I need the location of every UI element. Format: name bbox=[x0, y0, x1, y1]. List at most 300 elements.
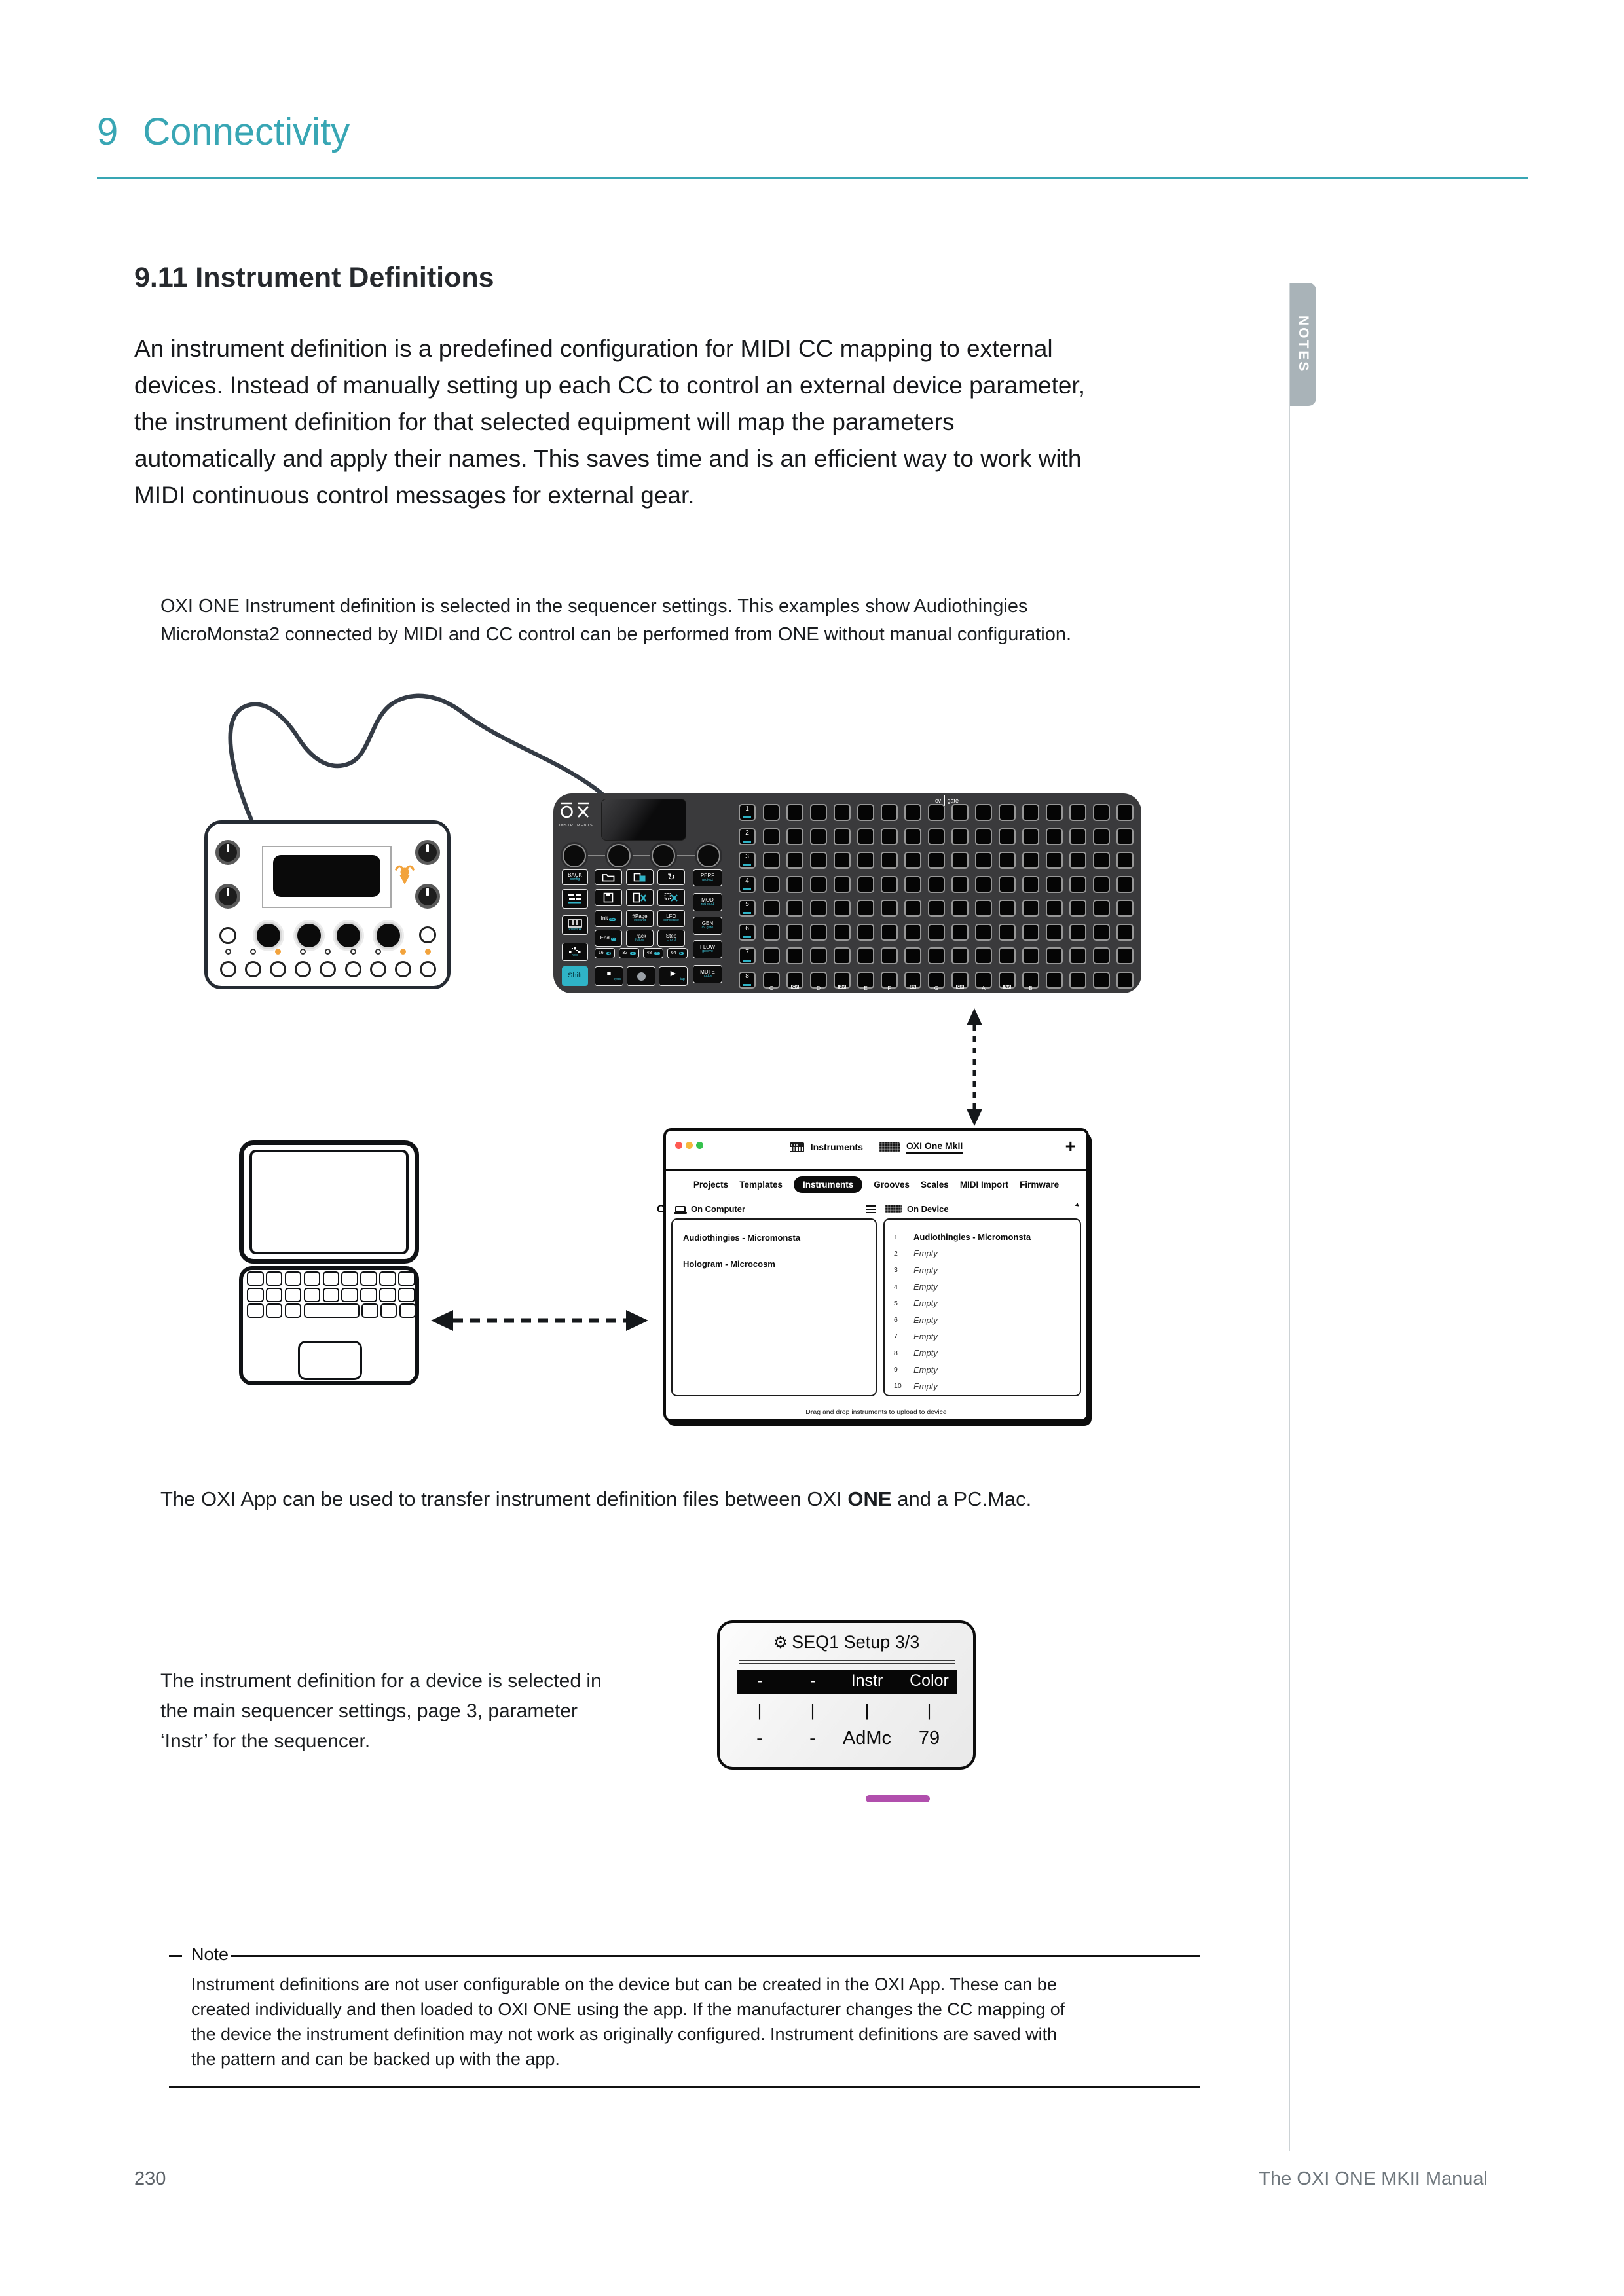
grid-pad[interactable] bbox=[999, 876, 1016, 893]
grid-pad[interactable] bbox=[928, 924, 945, 941]
keyboard-key[interactable] bbox=[380, 1303, 397, 1318]
grid-pad[interactable] bbox=[786, 876, 803, 893]
oxi-encoder[interactable] bbox=[607, 844, 631, 867]
oxi-logo-icon bbox=[560, 801, 593, 821]
slot-name: Empty bbox=[913, 1381, 938, 1391]
record-icon bbox=[637, 972, 646, 981]
chapter-rule bbox=[97, 177, 1528, 179]
grid-pad[interactable] bbox=[763, 804, 780, 821]
keyboard-key[interactable] bbox=[341, 1288, 358, 1302]
refresh-icon[interactable]: C bbox=[657, 1203, 1077, 1216]
keyboard-key[interactable] bbox=[360, 1288, 377, 1302]
lfo-button[interactable]: LFO condense bbox=[657, 910, 685, 927]
keyboard-key[interactable] bbox=[247, 1288, 264, 1302]
grid-pad[interactable] bbox=[857, 876, 874, 893]
grid-pad[interactable] bbox=[857, 804, 874, 821]
note-label: A# bbox=[1004, 985, 1010, 989]
tab-templates[interactable]: Templates bbox=[739, 1180, 783, 1190]
page-button[interactable]: #Page expand bbox=[626, 910, 654, 927]
oxi-app-window bbox=[657, 1128, 1089, 1422]
grid-pad[interactable] bbox=[881, 828, 898, 845]
slot-number: 7 bbox=[894, 1332, 898, 1341]
on-computer-panel bbox=[671, 1218, 877, 1396]
drag-drop-hint: Drag and drop instruments to upload to device bbox=[805, 1408, 947, 1416]
grid-pad[interactable] bbox=[1046, 804, 1063, 821]
body-line: automatically and apply their names. This saves time and is an efficient way to work with bbox=[134, 445, 1082, 472]
grid-pad[interactable] bbox=[881, 947, 898, 964]
mm-button[interactable] bbox=[220, 961, 236, 977]
grid-pad[interactable] bbox=[763, 876, 780, 893]
gear-icon: ⚙ bbox=[773, 1633, 788, 1652]
grid-pad[interactable] bbox=[786, 828, 803, 845]
perf-button[interactable]: PERF project bbox=[693, 869, 722, 886]
micromonsta-device bbox=[204, 820, 451, 989]
mute-button[interactable]: MUTE nudge bbox=[693, 965, 722, 983]
grid-pad[interactable] bbox=[951, 852, 969, 869]
track-button[interactable]: Track follow bbox=[626, 930, 654, 947]
mm-button[interactable] bbox=[395, 961, 411, 977]
keyboard-key[interactable] bbox=[323, 1271, 340, 1286]
grid-pad[interactable] bbox=[1022, 876, 1039, 893]
mm-knob[interactable] bbox=[215, 840, 240, 865]
grid-pad[interactable] bbox=[763, 924, 780, 941]
grid-pad[interactable] bbox=[1046, 924, 1063, 941]
instrument-file-item[interactable]: Hologram - Microcosm bbox=[683, 1259, 775, 1269]
grid-pad[interactable] bbox=[1022, 804, 1039, 821]
grid-pad[interactable] bbox=[1069, 804, 1086, 821]
grid-pad[interactable] bbox=[1069, 947, 1086, 964]
grid-pad[interactable] bbox=[1116, 852, 1134, 869]
grid-pad[interactable] bbox=[975, 828, 992, 845]
seq-value-instr: AdMc bbox=[842, 1728, 892, 1749]
length-16-button[interactable]: 16 ◀ bbox=[595, 948, 615, 958]
oxi-display bbox=[601, 799, 686, 841]
end-chip: /2 bbox=[612, 936, 616, 941]
grid-pad[interactable] bbox=[810, 947, 827, 964]
note-rule-top bbox=[231, 1955, 1200, 1957]
play-button[interactable]: ▶ tap bbox=[659, 966, 688, 986]
mm-knob[interactable] bbox=[415, 884, 440, 909]
end-button[interactable]: End /2 bbox=[595, 930, 622, 947]
cv-label: cv bbox=[935, 797, 941, 804]
grid-pad[interactable] bbox=[1022, 852, 1039, 869]
grid-pad[interactable] bbox=[1116, 924, 1134, 941]
grid-pad[interactable] bbox=[999, 924, 1016, 941]
mm-led bbox=[300, 949, 306, 955]
tab-instruments[interactable]: Instruments bbox=[794, 1176, 862, 1193]
pad-row-number: 6 bbox=[739, 924, 756, 941]
mm-led bbox=[225, 949, 231, 955]
grid-pad[interactable] bbox=[810, 924, 827, 941]
tab-firmware[interactable]: Firmware bbox=[1020, 1180, 1060, 1190]
grid-pad[interactable] bbox=[951, 900, 969, 917]
device-slot-row[interactable] bbox=[885, 1361, 1080, 1377]
mm-encoder[interactable] bbox=[375, 922, 402, 949]
spacebar-key[interactable] bbox=[304, 1303, 360, 1318]
keyboard-key[interactable] bbox=[247, 1303, 264, 1318]
slot-name: Empty bbox=[913, 1298, 938, 1309]
slot-name: Empty bbox=[913, 1364, 938, 1375]
notes-tab-label: NOTES bbox=[1296, 316, 1311, 373]
grid-pad[interactable] bbox=[810, 876, 827, 893]
grid-pad[interactable] bbox=[975, 924, 992, 941]
keyboard-key[interactable] bbox=[379, 1271, 396, 1286]
figure-caption: The OXI App can be used to transfer instrument definition files between OXI ONE and a PC.Mac. bbox=[160, 1487, 1032, 1510]
length-64-button[interactable]: 64 ▶ bbox=[667, 948, 688, 958]
mm-side-button[interactable] bbox=[419, 926, 436, 943]
grid-pad[interactable] bbox=[975, 947, 992, 964]
mm-button[interactable] bbox=[295, 961, 311, 977]
grid-pad[interactable] bbox=[834, 876, 851, 893]
pad-row-number: 1 bbox=[739, 804, 756, 821]
slot-number: 8 bbox=[894, 1349, 898, 1357]
oxi-note-labels bbox=[763, 985, 1134, 991]
device-slot-list bbox=[885, 1229, 1080, 1394]
mm-button[interactable] bbox=[370, 961, 386, 977]
seq-cell-color: Color bbox=[910, 1671, 949, 1690]
device-slot-row[interactable] bbox=[885, 1311, 1080, 1328]
up-arrow-icon: ▲ bbox=[631, 951, 635, 955]
grid-pad[interactable] bbox=[1069, 828, 1086, 845]
mm-encoder[interactable] bbox=[335, 922, 362, 949]
piano-icon bbox=[568, 919, 582, 928]
grid-pad[interactable] bbox=[1046, 876, 1063, 893]
right-arrow-icon: ▶ bbox=[680, 951, 683, 955]
keyboard-key[interactable] bbox=[399, 1303, 416, 1318]
grid-pad[interactable] bbox=[786, 852, 803, 869]
grid-pad[interactable] bbox=[1116, 947, 1134, 964]
seq-cursor: | bbox=[864, 1700, 870, 1720]
grid-pad[interactable] bbox=[763, 947, 780, 964]
device-slot-row[interactable] bbox=[885, 1262, 1080, 1279]
seq-rule bbox=[739, 1660, 955, 1661]
grid-pad[interactable] bbox=[786, 804, 803, 821]
grid-pad[interactable] bbox=[834, 804, 851, 821]
chapter-title: Connectivity bbox=[143, 111, 350, 153]
ant-logo-icon bbox=[392, 863, 417, 886]
tab-projects[interactable]: Projects bbox=[693, 1180, 729, 1190]
grid-pad[interactable] bbox=[1022, 828, 1039, 845]
grid-pad[interactable] bbox=[1116, 828, 1134, 845]
undo-button[interactable] bbox=[657, 869, 685, 885]
mod-button[interactable]: MOD ext mod bbox=[693, 893, 722, 911]
mm-encoder[interactable] bbox=[295, 922, 323, 949]
save-button[interactable] bbox=[595, 889, 622, 906]
grid-pad[interactable] bbox=[1069, 876, 1086, 893]
mm-button[interactable] bbox=[270, 961, 286, 977]
length-32-button[interactable]: 32 ▲ bbox=[619, 948, 639, 958]
grid-pad[interactable] bbox=[928, 900, 945, 917]
init-button[interactable]: Init x2 bbox=[595, 910, 622, 927]
device-slot-row[interactable] bbox=[885, 1245, 1080, 1262]
laptop-trackpad[interactable] bbox=[298, 1341, 362, 1380]
oxi-encoder[interactable] bbox=[563, 844, 586, 867]
grid-pad[interactable] bbox=[834, 852, 851, 869]
grid-pad[interactable] bbox=[857, 900, 874, 917]
device-tab-instruments[interactable]: Instruments bbox=[810, 1142, 863, 1152]
slot-number: 5 bbox=[894, 1299, 898, 1307]
tab-scales[interactable]: Scales bbox=[921, 1180, 949, 1190]
grid-pad[interactable] bbox=[999, 900, 1016, 917]
note-label: B bbox=[1029, 985, 1033, 991]
seq-cell-instr: Instr bbox=[851, 1671, 883, 1690]
grid-pad[interactable] bbox=[881, 924, 898, 941]
preview-button[interactable]: preview bbox=[562, 915, 588, 935]
grid-pad[interactable] bbox=[904, 804, 921, 821]
keyboard-key[interactable] bbox=[379, 1288, 396, 1302]
grid-pad[interactable] bbox=[1093, 828, 1110, 845]
slot-name: Audiothingies - Micromonsta bbox=[913, 1232, 1031, 1243]
grid-pad[interactable] bbox=[810, 852, 827, 869]
instrument-file-item[interactable]: Audiothingies - Micromonsta bbox=[683, 1233, 801, 1243]
back-button[interactable]: BACK config bbox=[562, 869, 588, 885]
grid-pad[interactable] bbox=[881, 852, 898, 869]
mm-button[interactable] bbox=[420, 961, 436, 977]
on-computer-header: On Computer bbox=[691, 1204, 746, 1214]
device-tab-oxi-one-mkii[interactable]: OXI One MkII bbox=[906, 1140, 963, 1154]
seq-cell: - bbox=[756, 1671, 763, 1690]
keyboard-key[interactable] bbox=[360, 1271, 377, 1286]
seq-value-color: 79 bbox=[918, 1728, 940, 1749]
keyboard-key[interactable] bbox=[266, 1288, 283, 1302]
app-titlebar bbox=[666, 1131, 1086, 1171]
grid-pad[interactable] bbox=[1093, 852, 1110, 869]
mm-button[interactable] bbox=[345, 961, 361, 977]
slot-number: 1 bbox=[894, 1233, 898, 1241]
seq-cursor: | bbox=[810, 1700, 815, 1720]
arranger-button[interactable] bbox=[562, 889, 588, 909]
flow-button[interactable]: FLOW groove bbox=[693, 940, 722, 958]
oxi-encoder[interactable] bbox=[697, 844, 720, 867]
grid-pad[interactable] bbox=[786, 900, 803, 917]
grid-pad[interactable] bbox=[904, 876, 921, 893]
step-button[interactable]: Step chord bbox=[657, 930, 685, 947]
body-paragraph bbox=[134, 331, 1085, 514]
seq-selected-row bbox=[737, 1670, 957, 1694]
grid-pad[interactable] bbox=[1093, 924, 1110, 941]
grid-pad[interactable] bbox=[857, 924, 874, 941]
mm-encoder[interactable] bbox=[255, 922, 282, 949]
hold-button[interactable]: hold bbox=[562, 943, 588, 961]
grid-pad[interactable] bbox=[999, 804, 1016, 821]
note-body: Instrument definitions are not user configurable on the device but can be created in the OXI App. These can be created individually and then loaded to OXI ONE using the app. If the manufacturer changes the CC mapping of the device the instrument definition may not work as originally configured. Instrument definitions are saved with the pattern and can be backed up with the app. bbox=[191, 1975, 1065, 2069]
grid-pad[interactable] bbox=[904, 924, 921, 941]
grid-pad[interactable] bbox=[1093, 947, 1110, 964]
mm-button[interactable] bbox=[320, 961, 336, 977]
add-device-button[interactable]: + bbox=[1065, 1136, 1076, 1156]
grid-pad[interactable] bbox=[1093, 804, 1110, 821]
grid-pad[interactable] bbox=[810, 804, 827, 821]
grid-pad[interactable] bbox=[1022, 900, 1039, 917]
keyboard-key[interactable] bbox=[266, 1303, 283, 1318]
seq-cursor-row bbox=[737, 1700, 957, 1720]
mm-side-button[interactable] bbox=[219, 927, 236, 944]
mm-knob[interactable] bbox=[215, 884, 240, 909]
grid-pad[interactable] bbox=[951, 947, 969, 964]
grid-pad[interactable] bbox=[763, 900, 780, 917]
grid-pad[interactable] bbox=[951, 876, 969, 893]
grid-pad[interactable] bbox=[881, 876, 898, 893]
copy-button[interactable] bbox=[626, 869, 654, 885]
grid-pad[interactable] bbox=[999, 828, 1016, 845]
oxi-encoder[interactable] bbox=[652, 844, 675, 867]
randomize-button[interactable] bbox=[657, 889, 685, 906]
callout-line: OXI ONE Instrument definition is selected in the sequencer settings. This examples show Audiothingies bbox=[160, 596, 1028, 617]
bricks-icon bbox=[567, 893, 583, 905]
grid-pad[interactable] bbox=[928, 852, 945, 869]
slot-number: 3 bbox=[894, 1266, 898, 1275]
oxi-device-icon bbox=[879, 1142, 900, 1152]
grid-pad[interactable] bbox=[786, 924, 803, 941]
grid-pad[interactable] bbox=[1046, 828, 1063, 845]
folder-icon bbox=[602, 873, 615, 882]
grid-pad[interactable] bbox=[881, 900, 898, 917]
device-slot-row[interactable] bbox=[885, 1328, 1080, 1345]
keyboard-icon bbox=[790, 1142, 804, 1152]
stop-button[interactable]: ■ sync bbox=[595, 966, 623, 986]
grid-pad[interactable] bbox=[834, 828, 851, 845]
random-icon bbox=[664, 892, 678, 903]
notes-tab[interactable] bbox=[1290, 283, 1316, 406]
device-slot-row[interactable] bbox=[885, 1229, 1080, 1245]
grid-pad[interactable] bbox=[975, 876, 992, 893]
grid-pad[interactable] bbox=[763, 852, 780, 869]
paste-delete-button[interactable] bbox=[626, 889, 654, 906]
grid-pad[interactable] bbox=[1069, 852, 1086, 869]
grid-pad[interactable] bbox=[1116, 804, 1134, 821]
grid-pad[interactable] bbox=[928, 828, 945, 845]
note-label: E bbox=[864, 985, 868, 991]
notes-column-line bbox=[1289, 283, 1290, 2151]
mm-led bbox=[350, 949, 356, 955]
grid-pad[interactable] bbox=[1116, 876, 1134, 893]
vertical-sync-arrow bbox=[967, 1008, 982, 1126]
laptop-base bbox=[239, 1266, 419, 1385]
record-button[interactable] bbox=[627, 966, 655, 986]
grid-pad[interactable] bbox=[904, 828, 921, 845]
grid-pad[interactable] bbox=[951, 804, 969, 821]
keyboard-key[interactable] bbox=[247, 1271, 264, 1286]
left-arrow-icon: ◀ bbox=[607, 951, 610, 955]
grid-pad[interactable] bbox=[1046, 852, 1063, 869]
grid-pad[interactable] bbox=[904, 852, 921, 869]
device-slot-row[interactable] bbox=[885, 1279, 1080, 1295]
grid-pad[interactable] bbox=[881, 804, 898, 821]
grid-pad[interactable] bbox=[810, 900, 827, 917]
grid-pad[interactable] bbox=[951, 828, 969, 845]
device-slot-row[interactable] bbox=[885, 1345, 1080, 1361]
grid-pad[interactable] bbox=[904, 947, 921, 964]
laptop-screen bbox=[249, 1150, 409, 1254]
note-dash bbox=[169, 1955, 182, 1957]
page-number: 230 bbox=[134, 2168, 166, 2189]
grid-pad[interactable] bbox=[1069, 900, 1086, 917]
grid-pad[interactable] bbox=[975, 804, 992, 821]
device-slot-row[interactable] bbox=[885, 1295, 1080, 1311]
grid-pad[interactable] bbox=[951, 924, 969, 941]
callout-paragraph bbox=[160, 592, 1071, 649]
on-device-header: On Device bbox=[907, 1204, 949, 1214]
grid-pad[interactable] bbox=[857, 947, 874, 964]
grid-pad[interactable] bbox=[1093, 900, 1110, 917]
grid-pad[interactable] bbox=[1022, 947, 1039, 964]
grid-pad[interactable] bbox=[857, 828, 874, 845]
keyboard-key[interactable] bbox=[304, 1271, 321, 1286]
laptop-lid bbox=[239, 1140, 419, 1264]
seq-screen-title: ⚙ SEQ1 Setup 3/3 bbox=[773, 1632, 920, 1652]
panel-headers bbox=[657, 1203, 1086, 1217]
keyboard-key[interactable] bbox=[323, 1288, 340, 1302]
project-folder-button[interactable] bbox=[595, 869, 622, 885]
grid-pad[interactable] bbox=[834, 900, 851, 917]
grid-pad[interactable] bbox=[834, 947, 851, 964]
grid-pad[interactable] bbox=[786, 947, 803, 964]
slot-number: 6 bbox=[894, 1316, 898, 1324]
mm-led bbox=[325, 949, 331, 955]
grid-pad[interactable] bbox=[857, 852, 874, 869]
keyboard-key[interactable] bbox=[398, 1288, 415, 1302]
keyboard-key[interactable] bbox=[285, 1288, 302, 1302]
grid-pad[interactable] bbox=[904, 900, 921, 917]
keyboard-key[interactable] bbox=[285, 1271, 302, 1286]
note-label: D bbox=[816, 985, 821, 991]
mm-led bbox=[250, 949, 256, 955]
tab-grooves[interactable]: Grooves bbox=[874, 1180, 910, 1190]
mm-button[interactable] bbox=[245, 961, 261, 977]
grid-pad[interactable] bbox=[810, 828, 827, 845]
grid-pad[interactable] bbox=[975, 900, 992, 917]
shift-button[interactable]: Shift bbox=[562, 966, 588, 986]
grid-pad[interactable] bbox=[928, 947, 945, 964]
grid-pad[interactable] bbox=[1022, 924, 1039, 941]
seq-cursor: | bbox=[757, 1700, 762, 1720]
keyboard-key[interactable] bbox=[266, 1271, 283, 1286]
grid-pad[interactable] bbox=[1116, 900, 1134, 917]
slot-name: Empty bbox=[913, 1282, 938, 1292]
mm-knob[interactable] bbox=[415, 840, 440, 865]
grid-pad[interactable] bbox=[1046, 900, 1063, 917]
grid-pad[interactable] bbox=[999, 852, 1016, 869]
grid-pad[interactable] bbox=[999, 947, 1016, 964]
init-chip: x2 bbox=[610, 917, 615, 921]
grid-pad[interactable] bbox=[834, 924, 851, 941]
keyboard-key[interactable] bbox=[285, 1303, 302, 1318]
keyboard-key[interactable] bbox=[304, 1288, 321, 1302]
length-48-button[interactable]: 48 ▼ bbox=[643, 948, 663, 958]
note-label: Note bbox=[191, 1944, 229, 1964]
grid-pad[interactable] bbox=[975, 852, 992, 869]
keyboard-key[interactable] bbox=[341, 1271, 358, 1286]
grid-pad[interactable] bbox=[1093, 876, 1110, 893]
horizontal-sync-arrow bbox=[431, 1310, 648, 1331]
tab-midi-import[interactable]: MIDI Import bbox=[959, 1180, 1009, 1190]
side-note: The instrument definition for a device is selected in the main sequencer settings, page 3, parameter ‘Instr’ for the sequencer. bbox=[160, 1670, 602, 1752]
grid-pad[interactable] bbox=[1069, 924, 1086, 941]
down-arrow-icon: ▼ bbox=[655, 951, 659, 955]
gen-button[interactable]: GEN cv gate bbox=[693, 917, 722, 935]
keyboard-key[interactable] bbox=[398, 1271, 415, 1286]
mm-display bbox=[273, 855, 380, 897]
note-rule-bottom bbox=[169, 2086, 1200, 2088]
grid-pad[interactable] bbox=[928, 804, 945, 821]
grid-pad[interactable] bbox=[1046, 947, 1063, 964]
device-slot-row[interactable] bbox=[885, 1378, 1080, 1394]
grid-pad[interactable] bbox=[763, 828, 780, 845]
slot-number: 9 bbox=[894, 1366, 898, 1374]
keyboard-key[interactable] bbox=[361, 1303, 378, 1318]
oxi-one-device bbox=[553, 793, 1141, 993]
grid-pad[interactable] bbox=[928, 876, 945, 893]
